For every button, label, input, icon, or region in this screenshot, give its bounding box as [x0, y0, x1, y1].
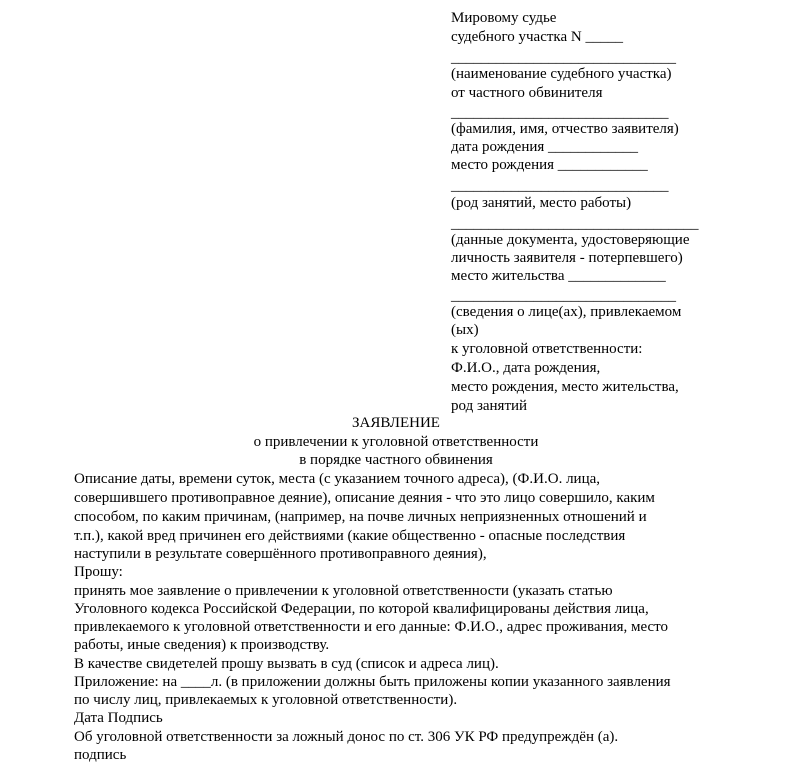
request-text: принять мое заявление о привлечении к уголовной ответственности (указать статью — [74, 583, 613, 599]
document-subtitle: в порядке частного обвинения — [299, 452, 493, 468]
request-text: привлекаемого к уголовной ответственности и его данные: Ф.И.О., адрес проживания, место — [74, 619, 669, 635]
accused-info-hint: (сведения о лице(ах), привлекаемом — [451, 304, 682, 320]
accused-info-hint: род занятий — [451, 398, 528, 414]
document-title: ЗАЯВЛЕНИЕ — [352, 415, 440, 431]
incident-description: т.п.), какой вред причинен его действиями (какие общественно - опасные последствия — [74, 528, 626, 544]
addressee-judge: Мировому судье — [451, 10, 557, 26]
signature-label: подпись — [74, 747, 127, 763]
accused-info-hint: Ф.И.О., дата рождения, — [451, 360, 601, 376]
incident-description: наступили в результате совершённого противоправного деяния), — [74, 546, 487, 562]
from-private-prosecutor: от частного обвинителя — [451, 85, 603, 101]
attachment-text: Приложение: на ____л. (в приложении должны быть приложены копии указанного заявления — [74, 674, 671, 690]
incident-description: совершившего противоправное деяние), описание деяния - что это лицо совершило, каким — [74, 490, 655, 506]
blank-line: _____________________________ — [451, 105, 669, 121]
accused-info-hint: к уголовной ответственности: — [451, 341, 643, 357]
attachment-text: по числу лиц, привлекаемых к уголовной ответственности). — [74, 692, 458, 708]
residence-field: место жительства _____________ — [451, 268, 666, 284]
court-section-number: судебного участка N _____ — [451, 29, 623, 45]
incident-description: Описание даты, времени суток, места (с указанием точного адреса), (Ф.И.О. лица, — [74, 471, 601, 487]
incident-description: способом, по каким причинам, (например, на почве личных неприязненных отношений и — [74, 509, 647, 525]
liability-warning: Об уголовной ответственности за ложный донос по ст. 306 УК РФ предупреждён (а). — [74, 729, 619, 745]
document-subtitle: о привлечении к уголовной ответственности — [253, 434, 539, 450]
accused-info-hint: место рождения, место жительства, — [451, 379, 679, 395]
blank-line: ______________________________ — [451, 288, 676, 304]
court-name-hint: (наименование судебного участка) — [451, 66, 672, 82]
request-text: Уголовного кодекса Российской Федерации, по которой квалифицированы действия лица, — [74, 601, 649, 617]
birth-place-field: место рождения ____________ — [451, 157, 648, 173]
id-document-hint: (данные документа, удостоверяющие — [451, 232, 690, 248]
id-document-hint: личность заявителя - потерпевшего) — [451, 250, 683, 266]
request-heading: Прошу: — [74, 564, 123, 580]
date-signature-line: Дата Подпись — [74, 710, 163, 726]
witnesses-text: В качестве свидетелей прошу вызвать в суд (список и адреса лиц). — [74, 656, 499, 672]
applicant-name-hint: (фамилия, имя, отчество заявителя) — [451, 121, 679, 137]
blank-line: _____________________________ — [451, 178, 669, 194]
occupation-hint: (род занятий, место работы) — [451, 195, 632, 211]
birth-date-field: дата рождения ____________ — [451, 139, 639, 155]
blank-line: _________________________________ — [451, 216, 699, 232]
accused-info-hint: (ых) — [451, 322, 479, 338]
request-text: работы, иные сведения) к производству. — [74, 637, 330, 653]
blank-line: ______________________________ — [451, 50, 676, 66]
